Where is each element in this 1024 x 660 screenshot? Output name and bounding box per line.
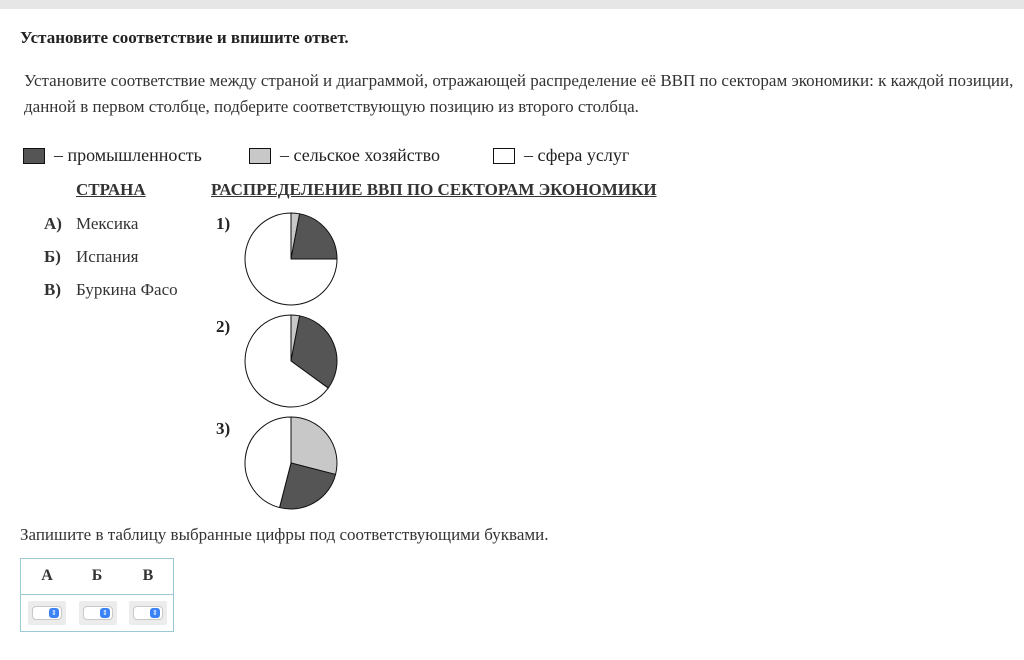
- country-name: Мексика: [76, 214, 139, 233]
- header-cell-v: В: [142, 567, 154, 584]
- legend-label: – сфера услуг: [524, 145, 630, 165]
- pie-label-2: 2): [216, 317, 231, 336]
- country-letter: Б): [44, 247, 61, 266]
- answer-select-b[interactable]: [83, 606, 113, 620]
- answer-select-v[interactable]: [133, 606, 163, 620]
- legend-item-agriculture: [249, 145, 440, 166]
- header-cell-b: Б: [91, 567, 103, 584]
- pie-label-1: 1): [216, 214, 231, 233]
- legend-item-services: [493, 145, 629, 166]
- select-arrows-icon: ⇕: [150, 608, 160, 618]
- industry-swatch: [23, 148, 45, 164]
- top-bar: [0, 0, 1024, 9]
- country-column-header: СТРАНА: [76, 180, 146, 199]
- instruction-text: Запишите в таблицу выбранные цифры под соответствующими буквами.: [20, 525, 549, 544]
- pie-chart-3: [243, 415, 339, 511]
- task-text: Установите соответствие между страной и диаграммой, отражающей распределение её ВВП по секторам экономики: к каждой позиции, данной в первом столбце, подберите соответствующую позицию из второго столбца.: [24, 71, 1014, 116]
- answer-table-header: [21, 559, 173, 595]
- country-item: [44, 280, 178, 300]
- country-name: Испания: [76, 247, 139, 266]
- agriculture-swatch: [249, 148, 271, 164]
- answer-table: [20, 558, 174, 632]
- select-arrows-icon: ⇕: [49, 608, 59, 618]
- answer-cell-a: [28, 601, 66, 625]
- pie-chart-1: [243, 211, 339, 307]
- country-letter: А): [44, 214, 62, 233]
- pie-label-3: 3): [216, 419, 231, 438]
- legend-label: – промышленность: [54, 145, 202, 165]
- services-swatch: [493, 148, 515, 164]
- country-item: [44, 214, 138, 234]
- legend-item-industry: [23, 145, 202, 166]
- country-name: Буркина Фасо: [76, 280, 178, 299]
- industry-slice: [291, 214, 337, 259]
- gdp-column-header: РАСПРЕДЕЛЕНИЕ ВВП ПО СЕКТОРАМ ЭКОНОМИКИ: [211, 180, 657, 199]
- pie-chart-2: [243, 313, 339, 409]
- answer-cell-v: [129, 601, 167, 625]
- country-letter: В): [44, 280, 61, 299]
- legend-label: – сельское хозяйство: [280, 145, 440, 165]
- task-title: Установите соответствие и впишите ответ.: [20, 28, 349, 47]
- country-item: [44, 247, 138, 267]
- header-cell-a: А: [41, 567, 53, 584]
- answer-select-a[interactable]: [32, 606, 62, 620]
- answer-cell-b: [79, 601, 117, 625]
- select-arrows-icon: ⇕: [100, 608, 110, 618]
